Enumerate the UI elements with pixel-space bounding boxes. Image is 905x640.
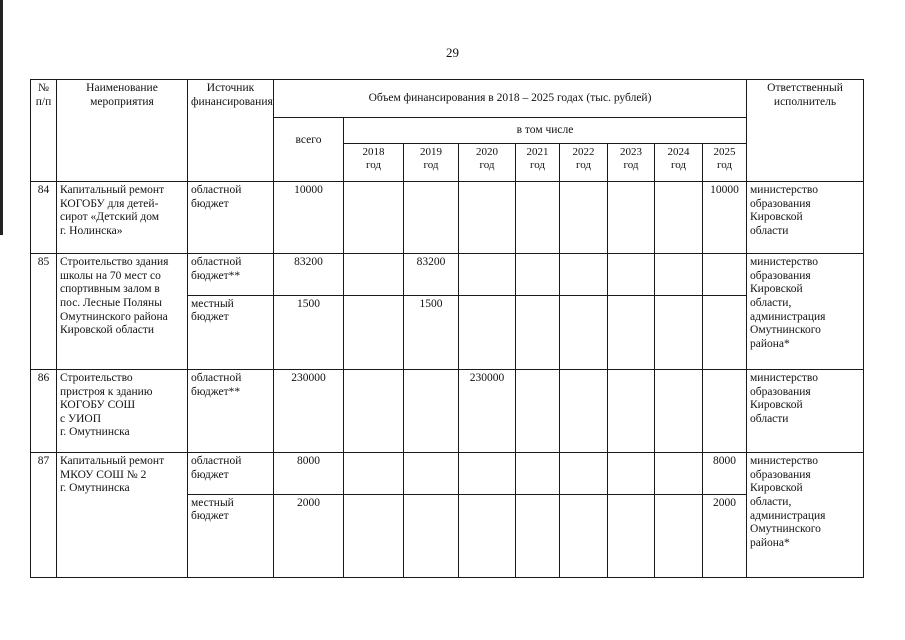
year-value-0	[344, 494, 404, 577]
header-year-label: 2020 год	[476, 146, 498, 171]
year-value-2	[459, 182, 516, 254]
year-value-1	[404, 453, 459, 494]
year-value-5	[608, 369, 655, 452]
responsible-executor: министерство образования Кировской области, администрация Омутнинского района*	[747, 254, 864, 370]
year-value-3	[516, 295, 560, 369]
scan-edge-mark	[0, 0, 3, 235]
activity-name: Строительство пристроя к зданию КОГОБУ СОШ с УИОП г. Омутнинска	[57, 369, 188, 452]
row-number: 85	[31, 254, 57, 370]
header-year-label: 2019 год	[420, 146, 442, 171]
header-responsible	[747, 80, 864, 182]
year-value-5	[608, 295, 655, 369]
year-value-2	[459, 295, 516, 369]
row-number: 87	[31, 453, 57, 578]
header-year-label: 2022 год	[572, 146, 595, 171]
year-value-3	[516, 369, 560, 452]
year-value-4	[560, 295, 608, 369]
page-number: 29	[446, 45, 459, 60]
header-source-label: Источник финансирования	[191, 82, 273, 108]
row-number: 86	[31, 369, 57, 452]
header-including	[344, 118, 747, 144]
header-year-label: 2023 год	[620, 146, 642, 171]
total-value: 1500	[274, 295, 344, 369]
year-value-6	[655, 295, 703, 369]
total-value: 2000	[274, 494, 344, 577]
funding-source: областной бюджет**	[188, 254, 274, 295]
header-volume	[274, 80, 747, 118]
header-year-label: 2018 год	[362, 146, 385, 171]
activity-name: Капитальный ремонт КОГОБУ для детей- сирот «Детский дом г. Нолинска»	[57, 182, 188, 254]
year-value-5	[608, 182, 655, 254]
year-value-6	[655, 453, 703, 494]
header-year-label: 2024 год	[667, 146, 690, 171]
header-year-label: 2025 год	[713, 146, 736, 171]
year-value-7	[703, 254, 747, 295]
year-value-0	[344, 254, 404, 295]
table-row	[31, 453, 864, 494]
funding-source: областной бюджет	[188, 182, 274, 254]
year-value-4	[560, 453, 608, 494]
responsible-executor: министерство образования Кировской области, администрация Омутнинского района*	[747, 453, 864, 578]
total-value: 83200	[274, 254, 344, 295]
year-value-1: 1500	[404, 295, 459, 369]
year-value-5	[608, 494, 655, 577]
year-value-2	[459, 494, 516, 577]
header-year-2	[459, 144, 516, 182]
header-name-label: Наименование мероприятия	[86, 82, 158, 108]
row-number: 84	[31, 182, 57, 254]
year-value-1: 83200	[404, 254, 459, 295]
total-value: 10000	[274, 182, 344, 254]
header-total	[274, 118, 344, 182]
header-total-label: всего	[295, 133, 322, 146]
table-row	[31, 182, 864, 254]
year-value-7: 8000	[703, 453, 747, 494]
year-value-3	[516, 453, 560, 494]
header-year-label: 2021 год	[526, 146, 549, 171]
header-responsible-label: Ответственный исполнитель	[767, 82, 843, 108]
year-value-5	[608, 254, 655, 295]
header-year-0	[344, 144, 404, 182]
header-name	[57, 80, 188, 182]
header-year-7	[703, 144, 747, 182]
year-value-4	[560, 182, 608, 254]
year-value-0	[344, 369, 404, 452]
table-row	[31, 254, 864, 295]
year-value-7: 10000	[703, 182, 747, 254]
year-value-7	[703, 369, 747, 452]
year-value-3	[516, 182, 560, 254]
year-value-4	[560, 494, 608, 577]
header-year-4	[560, 144, 608, 182]
year-value-6	[655, 254, 703, 295]
year-value-3	[516, 494, 560, 577]
year-value-6	[655, 369, 703, 452]
year-value-0	[344, 295, 404, 369]
year-value-3	[516, 254, 560, 295]
year-value-0	[344, 453, 404, 494]
year-value-1	[404, 369, 459, 452]
year-value-7: 2000	[703, 494, 747, 577]
year-value-4	[560, 254, 608, 295]
funding-source: областной бюджет	[188, 453, 274, 494]
financing-table	[30, 79, 864, 578]
table-row	[31, 369, 864, 452]
header-volume-label: Объем финансирования в 2018 – 2025 годах (тыс. рублей)	[368, 91, 652, 104]
activity-name: Строительство здания школы на 70 мест со спортивным залом в пос. Лесные Поляны Омутнинского района Кировской области	[57, 254, 188, 370]
year-value-2	[459, 254, 516, 295]
funding-source: местный бюджет	[188, 295, 274, 369]
header-num	[31, 80, 57, 182]
year-value-1	[404, 182, 459, 254]
year-value-2: 230000	[459, 369, 516, 452]
header-year-6	[655, 144, 703, 182]
header-year-3	[516, 144, 560, 182]
year-value-1	[404, 494, 459, 577]
funding-source: областной бюджет**	[188, 369, 274, 452]
responsible-executor: министерство образования Кировской области	[747, 369, 864, 452]
header-year-5	[608, 144, 655, 182]
year-value-0	[344, 182, 404, 254]
header-num-label: № п/п	[35, 82, 52, 108]
header-source	[188, 80, 274, 182]
header-year-1	[404, 144, 459, 182]
total-value: 8000	[274, 453, 344, 494]
total-value: 230000	[274, 369, 344, 452]
year-value-6	[655, 182, 703, 254]
responsible-executor: министерство образования Кировской области	[747, 182, 864, 254]
year-value-2	[459, 453, 516, 494]
year-value-7	[703, 295, 747, 369]
funding-source: местный бюджет	[188, 494, 274, 577]
year-value-5	[608, 453, 655, 494]
activity-name: Капитальный ремонт МКОУ СОШ № 2 г. Омутнинска	[57, 453, 188, 578]
year-value-6	[655, 494, 703, 577]
year-value-4	[560, 369, 608, 452]
header-including-label: в том числе	[516, 123, 574, 136]
